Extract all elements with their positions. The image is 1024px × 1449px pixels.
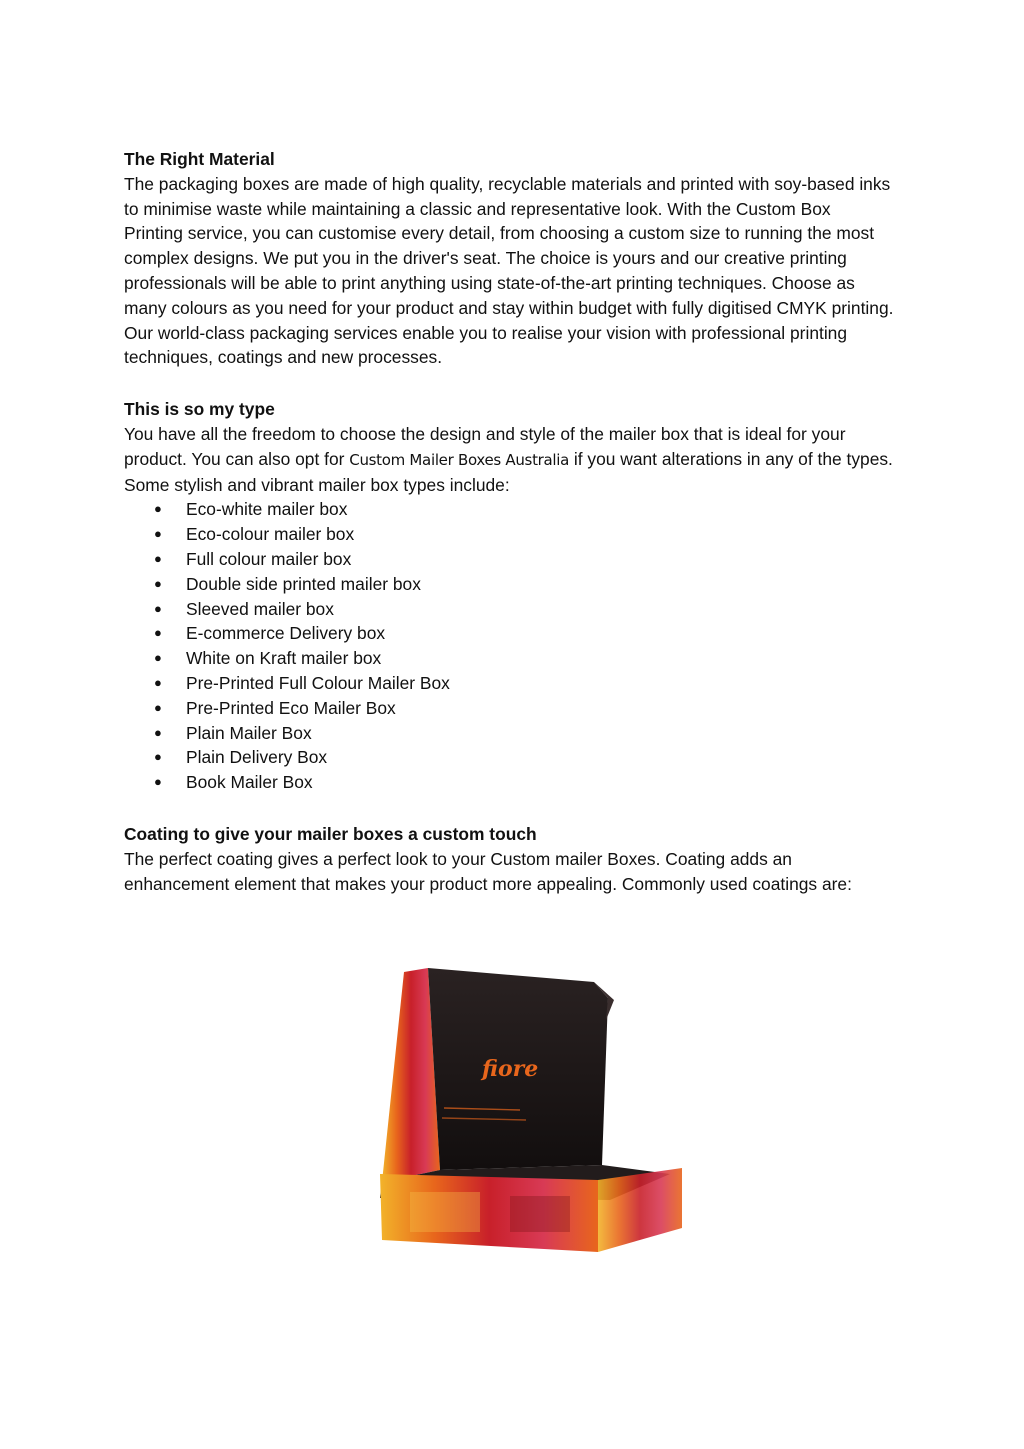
mailer-box-types-list [124, 497, 894, 795]
list-item-label: Pre-Printed Full Colour Mailer Box [186, 672, 450, 693]
section-heading: The Right Material [124, 149, 275, 169]
list-item [124, 646, 894, 671]
open-mailer-box-icon [370, 960, 690, 1260]
mailer-box-image [370, 960, 690, 1260]
bullet-icon: ● [154, 774, 162, 790]
bullet-icon: ● [154, 724, 162, 740]
list-item [124, 597, 894, 622]
paragraph-text: You have all the freedom to choose the design and style of the mailer box that is ideal for your product. You can also opt for [124, 423, 846, 469]
list-item-label: Sleeved mailer box [186, 598, 334, 619]
bullet-icon: ● [154, 699, 162, 715]
section-paragraph: The perfect coating gives a perfect look to your Custom mailer Boxes. Coating adds an enhancement element that makes your product more appealing. Commonly used coatings are: [124, 848, 852, 894]
list-item [124, 547, 894, 572]
list-item-label: Pre-Printed Eco Mailer Box [186, 697, 396, 718]
section-paragraph [124, 422, 894, 497]
list-item-label: White on Kraft mailer box [186, 648, 382, 669]
list-item-label: Plain Mailer Box [186, 722, 312, 743]
custom-mailer-boxes-australia-text: Custom Mailer Boxes Australia [349, 450, 570, 469]
print-highlight [410, 1192, 480, 1232]
bullet-icon: ● [154, 501, 162, 517]
print-shadow [510, 1196, 570, 1232]
list-item-label: Plain Delivery Box [186, 747, 328, 768]
list-item [124, 497, 894, 522]
bullet-icon: ● [154, 625, 162, 641]
list-item [124, 572, 894, 597]
box-side-print [598, 1168, 682, 1252]
list-item-label: Full colour mailer box [186, 548, 352, 569]
list-item-label: Eco-white mailer box [186, 499, 348, 520]
list-item-label: Double side printed mailer box [186, 573, 421, 594]
list-item [124, 770, 894, 795]
bullet-icon: ● [154, 674, 162, 690]
section-heading: This is so my type [124, 399, 275, 420]
section-coating [124, 822, 894, 896]
section-my-type [124, 397, 894, 795]
list-item [124, 745, 894, 770]
section-right-material [124, 147, 894, 370]
bullet-icon: ● [154, 526, 162, 542]
list-item [124, 721, 894, 746]
list-item-label: Book Mailer Box [186, 772, 313, 793]
paragraph-text: if you want alterations in any of the types. Some stylish and vibrant mailer box types include: [124, 448, 893, 495]
bullet-icon: ● [154, 749, 162, 765]
bullet-icon: ● [154, 650, 162, 666]
list-item [124, 671, 894, 696]
list-item-label: Eco-colour mailer box [186, 524, 355, 545]
bullet-icon: ● [154, 550, 162, 566]
lid-logo: fiore [482, 1056, 539, 1082]
bullet-icon: ● [154, 600, 162, 616]
list-item [124, 696, 894, 721]
bullet-icon: ● [154, 575, 162, 591]
list-item [124, 522, 894, 547]
list-item [124, 621, 894, 646]
list-item-label: E-commerce Delivery box [186, 623, 386, 644]
section-paragraph: The packaging boxes are made of high quality, recyclable materials and printed with soy-based inks to minimise waste while maintaining a classic and representative look. With the Custom Box Printing service, you can customise every detail, from choosing a custom size to running the most complex designs. We put you in the driver's seat. The choice is yours and our creative printing professionals will be able to print anything using state-of-the-art printing techniques. Choose as many colours as you need for your product and stay within budget with fully digitised CMYK printing. Our world-class packaging services enable you to realise your vision with professional printing techniques, coatings and new processes. [124, 173, 894, 368]
section-heading: Coating to give your mailer boxes a custom touch [124, 823, 537, 844]
document-body [124, 147, 894, 896]
